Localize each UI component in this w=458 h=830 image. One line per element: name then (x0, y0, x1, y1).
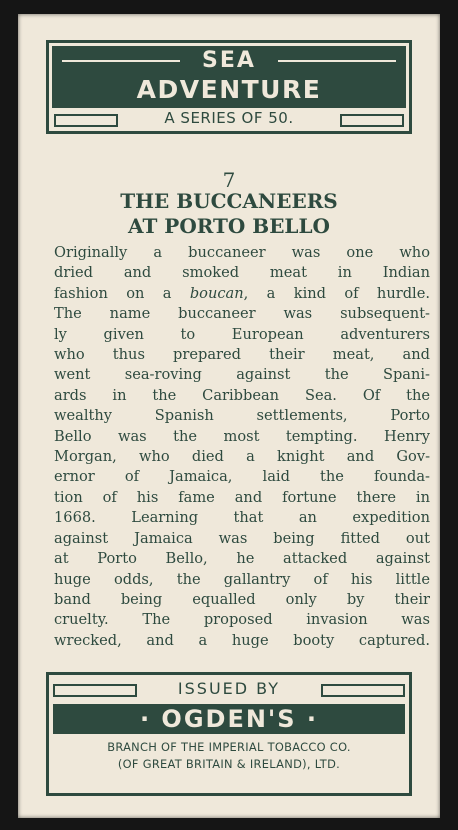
branch-line1: BRANCH OF THE IMPERIAL TOBACCO CO. (107, 740, 351, 754)
header-frame (46, 40, 412, 134)
branch-line2: (OF GREAT BRITAIN & IRELAND), LTD. (117, 757, 341, 771)
card-description (54, 243, 430, 651)
description-line: wrecked, and a huge booty captured. (54, 631, 430, 649)
description-line: wealthy Spanish settlements, Porto (54, 407, 430, 425)
footer-frame (46, 672, 412, 796)
header-bottom-row (52, 108, 406, 130)
description-line: went sea-roving against the Spani- (54, 366, 430, 384)
description-line: cruelty. The proposed invasion was (54, 611, 430, 629)
series-count: A SERIES OF 50. (164, 109, 294, 127)
description-line: tion of his fame and fortune there in (54, 488, 430, 506)
description-line: dried and smoked meat in Indian (54, 264, 430, 282)
description-line: Originally a buccaneer was one who (54, 244, 430, 261)
card-title-line2: AT PORTO BELLO (128, 214, 330, 238)
issued-by-label: ISSUED BY (177, 679, 281, 698)
description-line: ly given to European adventurers (54, 325, 430, 343)
description-line: The name buccaneer was subsequent- (54, 305, 430, 323)
issued-row (53, 678, 405, 700)
brand-band (53, 704, 405, 734)
card-title-line1: THE BUCCANEERS (120, 189, 338, 213)
card-number: 7 (222, 168, 236, 192)
description-line: at Porto Bello, he attacked against (54, 550, 430, 568)
description-line: Bello was the most tempting. Henry (54, 427, 430, 445)
description-line: ernor of Jamaica, laid the founda- (54, 468, 430, 486)
description-line: 1668. Learning that an expedition (54, 509, 430, 527)
cigarette-card (18, 14, 440, 818)
description-line: Morgan, who died a knight and Gov- (54, 448, 430, 466)
description-line: band being equalled only by their (54, 590, 430, 608)
card-title (18, 189, 440, 239)
brand-name: · OGDEN'S · (139, 705, 319, 733)
description-line: ards in the Caribbean Sea. Of the (54, 386, 430, 404)
description-line: fashion on a boucan, a kind of hurdle. (54, 284, 430, 302)
series-title-line1: SEA (202, 48, 256, 73)
description-line: huge odds, the gallantry of his little (54, 570, 430, 588)
series-title-line2: ADVENTURE (136, 75, 322, 104)
description-line: who thus prepared their meat, and (54, 346, 430, 364)
description-line: against Jamaica was being fitted out (54, 529, 430, 547)
header-band (52, 46, 406, 108)
